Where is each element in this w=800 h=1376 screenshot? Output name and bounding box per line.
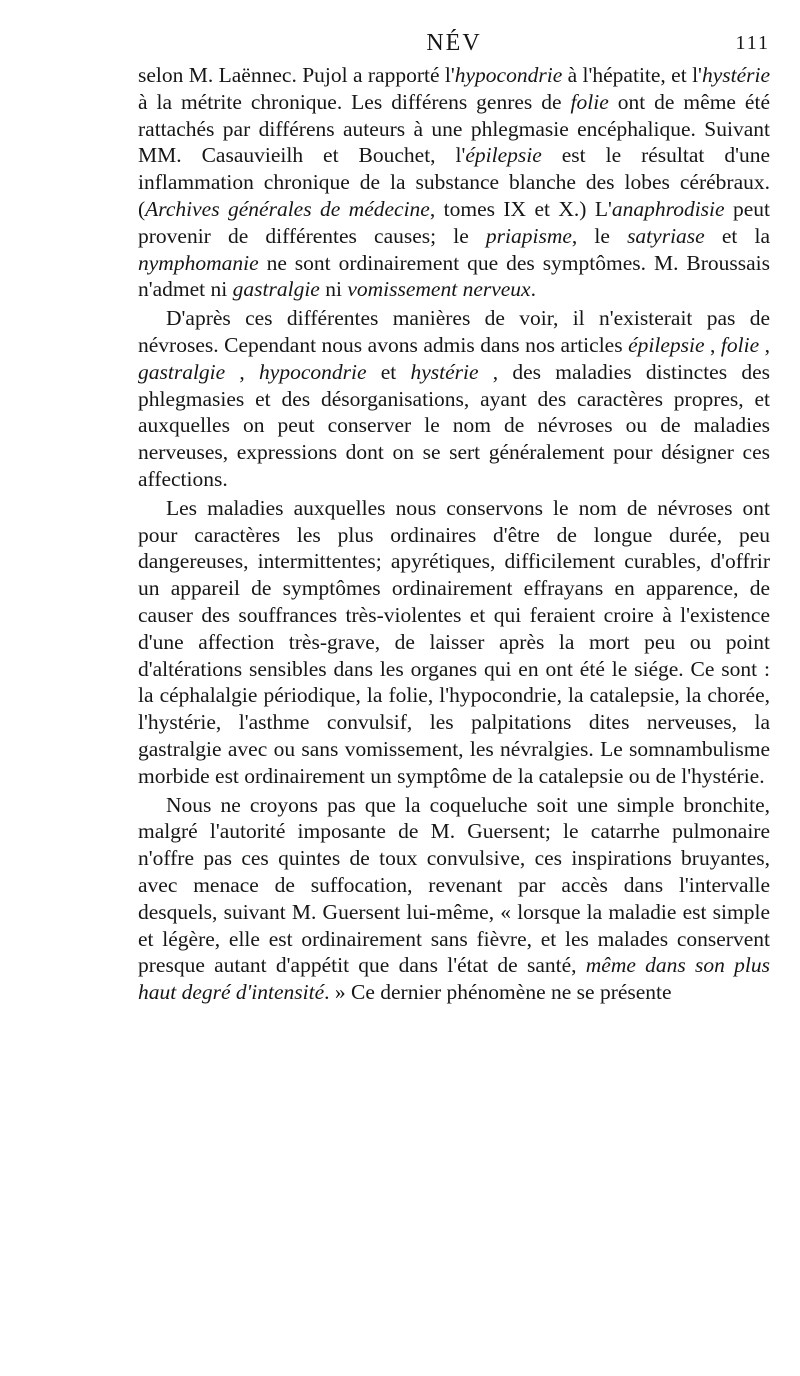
page-number: 111 [735, 32, 770, 54]
italic-text-run: gastralgie [138, 359, 226, 384]
italic-text-run: gastralgie [232, 277, 320, 302]
italic-text-run: Archives générales de médecine [145, 196, 430, 221]
text-run: à l'hépatite, et l' [562, 63, 702, 87]
paragraph [138, 792, 770, 1006]
text-run: D'après ces différentes manières de voir, il n'existerait pas de névroses. Cependant nous avons admis dans nos articles [138, 306, 770, 357]
italic-text-run: hypocondrie [454, 63, 563, 87]
text-run: selon M. Laënnec. Pujol a rapporté l' [138, 63, 455, 87]
text-run: . » Ce dernier phénomène ne se présente [324, 980, 672, 1005]
text-run: et [366, 359, 411, 384]
running-head: NÉV [426, 30, 482, 56]
text-run: , [704, 332, 721, 357]
text-run: , des maladies distinctes des phlegmasies et des désorganisations, ayant des caractères propres, et auxquelles on peut conserver le nom de névroses ou de maladies nerveuses, expressions dont on se sert généralement pour désigner ces affections. [138, 359, 770, 491]
text-run: . [530, 277, 536, 302]
italic-text-run: même dans son plus haut degré d'intensité [138, 953, 770, 1005]
text-run: à la métrite chronique. Les différens genres de [138, 89, 571, 114]
italic-text-run: hystérie [410, 359, 479, 384]
italic-text-run: satyriase [627, 223, 705, 248]
text-run: Nous ne croyons pas que la coqueluche soit une simple bronchite, malgré l'autorité imposante de M. Guersent; le catarrhe pulmonaire n'offre pas ces quintes de toux convulsive, ces inspirations bruyantes, avec menace de suffocation, revenant par accès dans l'intervalle desquels, suivant M. Guersent lui-même, « lorsque la maladie est simple et légère, elle est ordinairement sans fièvre, et les malades conservent presque autant d'appétit que dans l'état de santé, [138, 792, 770, 978]
italic-text-run: vomissement nerveux [347, 277, 531, 302]
text-run: ne sont ordinairement que des symptômes. M. Broussais n'admet ni [138, 250, 770, 302]
text-run: Les maladies auxquelles nous conservons le nom de névroses ont pour caractères les plus ordinaires d'être de longue durée, peu dangereuses, intermittentes; apyrétiques, difficilement curables, d'offrir un appareil de symptômes ordinairement effrayans en apparence, de causer des souffrances très-violentes et qui feraient croire à l'existence d'une affection très-grave, de laisser après la mort peu ou point d'altérations sensibles dans les organes qui en ont été le siége. Ce sont : la céphalalgie périodique, la folie, l'hypocondrie, la catalepsie, la chorée, l'hystérie, l'asthme convulsif, les palpitations dites nerveuses, la gastralgie avec ou sans vomissement, les névralgies. Le somnambulisme morbide est ordinairement un symptôme de la catalepsie ou de l'hystérie. [138, 495, 770, 788]
italic-text-run: hystérie [701, 63, 770, 87]
page-header [138, 30, 770, 60]
italic-text-run: épilepsie [628, 332, 705, 357]
italic-text-run: folie [570, 89, 609, 114]
body-text [138, 62, 770, 1006]
italic-text-run: épilepsie [465, 143, 542, 168]
paragraph [138, 305, 770, 493]
italic-text-run: nymphomanie [138, 250, 259, 275]
paragraph [138, 495, 770, 790]
text-run: , [225, 359, 260, 384]
paragraph [138, 62, 770, 303]
text-run: , tomes IX et X.) L' [429, 196, 612, 221]
text-run: ont de même été rattachés par différens auteurs à une phlegmasie encéphalique. Suivant MM. Casauvieilh et Bouchet, l' [138, 89, 770, 168]
italic-text-run: anaphrodisie [611, 196, 725, 221]
italic-text-run: folie [720, 332, 760, 357]
text-run: , le [571, 223, 628, 248]
italic-text-run: hypocondrie [259, 359, 367, 384]
italic-text-run: priapisme [485, 223, 572, 248]
text-run: et la [704, 223, 770, 248]
text-run: , [759, 332, 771, 357]
text-run: peut provenir de différentes causes; le [138, 196, 770, 248]
text-run: ni [319, 277, 348, 302]
text-run: est le résultat d'une inflammation chronique de la substance blanche des lobes cérébraux. ( [138, 143, 770, 221]
